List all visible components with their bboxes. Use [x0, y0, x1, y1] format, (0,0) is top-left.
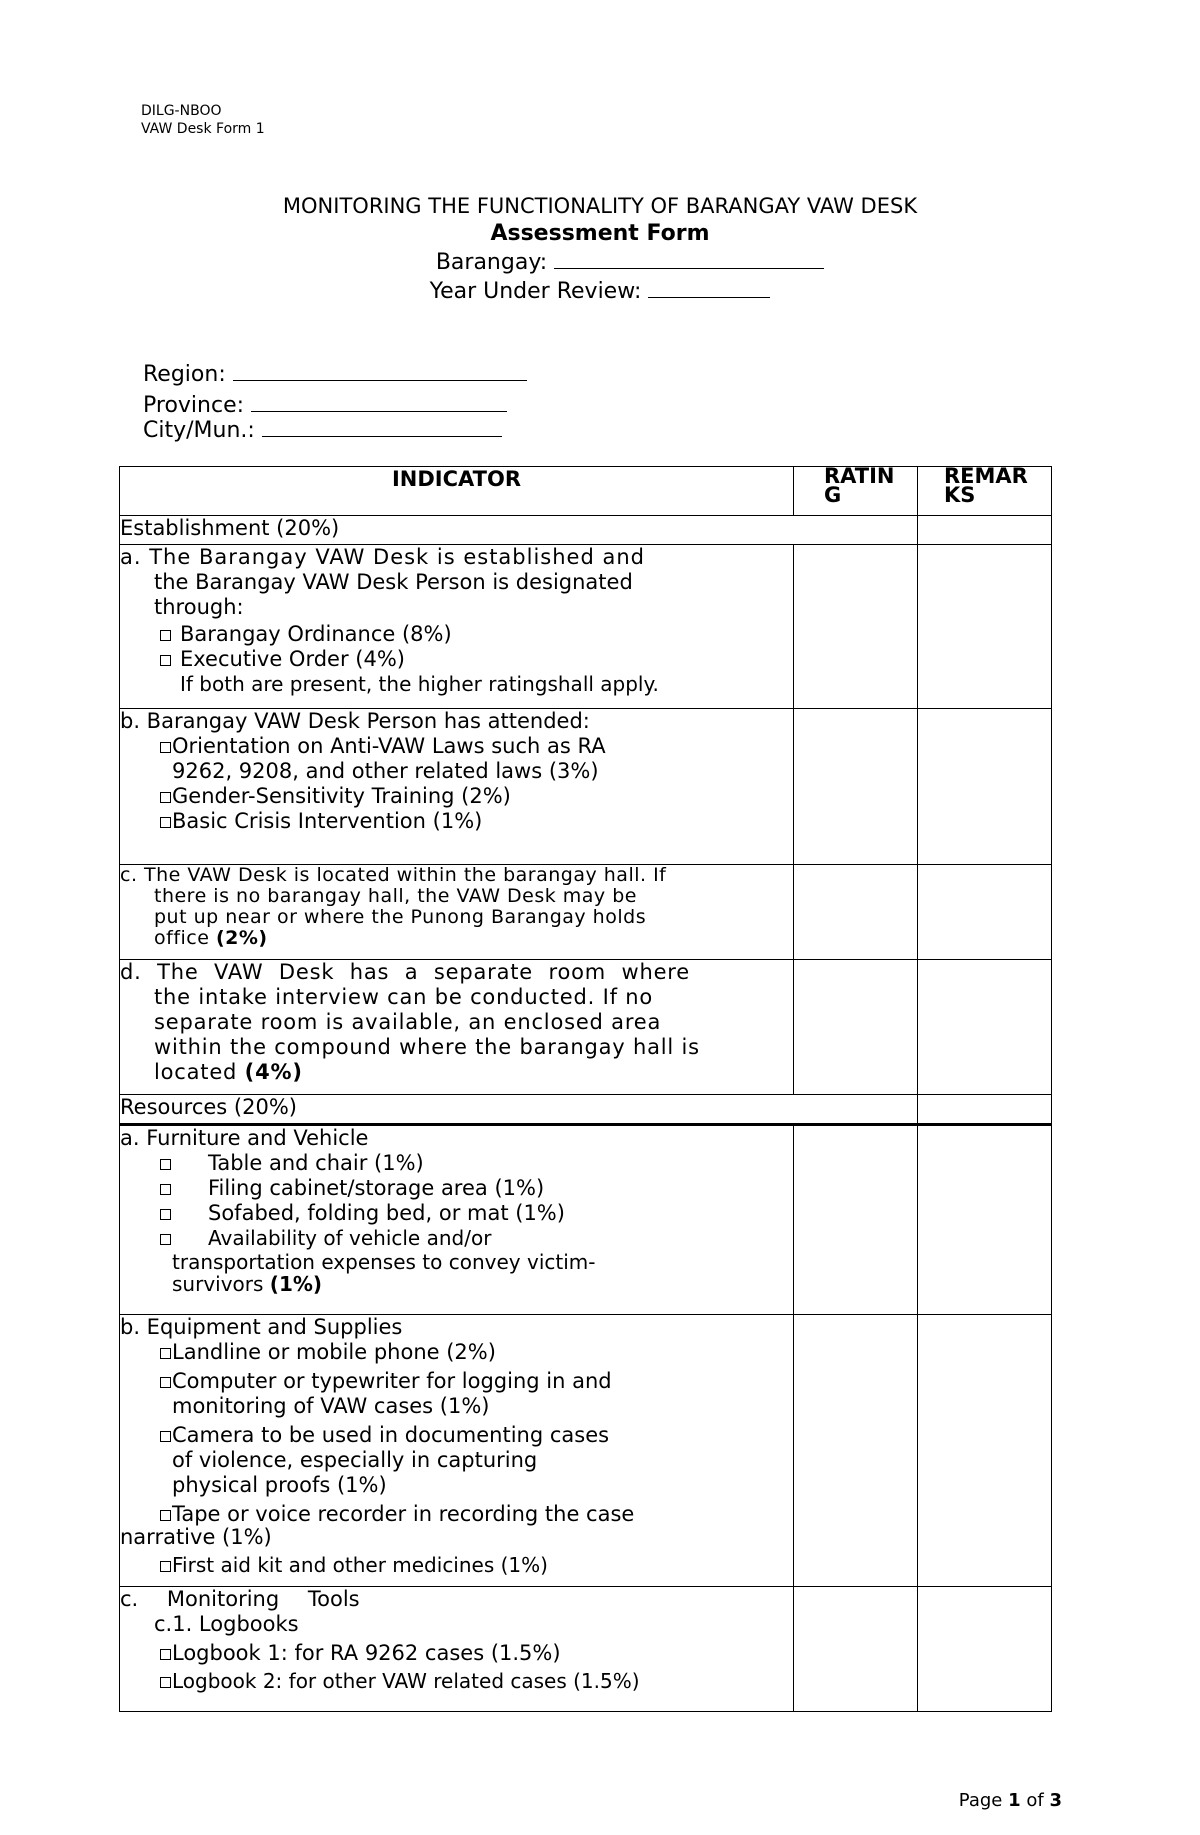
rating-cell[interactable]	[794, 1125, 918, 1315]
page-number	[959, 1790, 1062, 1811]
checkbox-item[interactable]: Gender-Sensitivity Training (2%)	[120, 784, 793, 809]
indicator-text	[120, 1273, 793, 1295]
remarks-cell[interactable]	[918, 1587, 1052, 1712]
indicator-text: the Barangay VAW Desk Person is designated	[154, 570, 633, 594]
indicator-text: physical proofs (1%)	[172, 1473, 387, 1497]
barangay-blank[interactable]	[554, 248, 824, 269]
indicator-text: of violence, especially in capturing	[172, 1448, 538, 1472]
checkbox-item[interactable]: Tape or voice recorder in recording the case	[120, 1502, 793, 1527]
rating-cell[interactable]	[794, 960, 918, 1095]
barangay-field	[0, 248, 1200, 277]
checkbox-item[interactable]: First aid kit and other medicines (1%)	[120, 1553, 793, 1578]
percent-label: (2%)	[215, 927, 268, 949]
indicator-text: b. Barangay VAW Desk Person has attended:	[120, 709, 590, 733]
page-subtitle: Assessment Form	[490, 221, 710, 246]
checkbox-item[interactable]: Computer or typewriter for logging in and	[120, 1369, 793, 1394]
page-title: MONITORING THE FUNCTIONALITY OF BARANGAY VAW DESK	[282, 194, 918, 218]
indicator-cell	[120, 960, 794, 1095]
barangay-label: Barangay:	[435, 250, 548, 275]
indicator-text: the intake interview can be conducted. If no	[154, 985, 654, 1009]
document-header	[141, 102, 265, 138]
rating-cell[interactable]	[794, 1315, 918, 1587]
indicator-cell	[120, 1315, 794, 1587]
city-field	[143, 416, 502, 445]
indicator-text: c.1. Logbooks	[154, 1612, 299, 1636]
rating-cell[interactable]	[794, 545, 918, 709]
resources-section-row	[120, 1095, 1052, 1125]
indicator-text	[120, 1060, 793, 1085]
province-blank[interactable]	[251, 391, 507, 412]
province-label: Province:	[143, 393, 245, 418]
table-row	[120, 1125, 1052, 1315]
city-label: City/Mun.:	[143, 418, 255, 443]
checkbox-item[interactable]: Logbook 1: for RA 9262 cases (1.5%)	[120, 1641, 793, 1666]
region-label: Region:	[143, 362, 226, 387]
current-page: 1	[1008, 1790, 1021, 1811]
indicator-cell	[120, 545, 794, 709]
indicator-text: a. The Barangay VAW Desk is established and	[120, 545, 645, 569]
region-field	[143, 360, 527, 389]
table-row	[120, 865, 1052, 960]
establishment-title: Establishment (20%)	[120, 516, 918, 545]
table-row	[120, 1315, 1052, 1587]
city-blank[interactable]	[262, 416, 502, 437]
table-row	[120, 709, 1052, 865]
indicator-cell	[120, 1587, 794, 1712]
checkbox-item[interactable]: Landline or mobile phone (2%)	[120, 1340, 793, 1365]
indicator-text: c. Monitoring Tools	[120, 1587, 360, 1611]
indicator-text: there is no barangay hall, the VAW Desk may be	[154, 885, 637, 907]
indicator-text: d. The VAW Desk has a separate room where	[120, 960, 690, 984]
indicator-cell	[120, 865, 794, 960]
indicator-text: within the compound where the barangay hall is	[154, 1035, 700, 1059]
indicator-header: INDICATOR	[120, 467, 794, 516]
indicator-text: b. Equipment and Supplies	[120, 1315, 403, 1339]
checkbox-item[interactable]: Sofabed, folding bed, or mat (1%)	[120, 1201, 793, 1226]
checkbox-item[interactable]: Executive Order (4%)	[120, 647, 793, 672]
remarks-cell[interactable]	[918, 516, 1052, 545]
indicator-text: located	[154, 1060, 238, 1084]
checkbox-item[interactable]: Filing cabinet/storage area (1%)	[120, 1176, 793, 1201]
rating-header: RATIN G	[794, 467, 918, 516]
rating-cell[interactable]	[794, 1587, 918, 1712]
year-field	[0, 277, 1200, 306]
table-header-row	[120, 467, 1052, 516]
assessment-table	[119, 466, 1052, 1712]
resources-title: Resources (20%)	[120, 1095, 918, 1125]
establishment-section-row	[120, 516, 1052, 545]
agency-label: DILG-NBOO	[141, 103, 222, 119]
year-label: Year Under Review:	[429, 279, 642, 304]
indicator-cell	[120, 709, 794, 865]
indicator-text: separate room is available, an enclosed area	[154, 1010, 662, 1034]
table-row	[120, 960, 1052, 1095]
table-row	[120, 1587, 1052, 1712]
checkbox-item[interactable]: Basic Crisis Intervention (1%)	[120, 809, 793, 834]
rating-cell[interactable]	[794, 709, 918, 865]
remarks-cell[interactable]	[918, 960, 1052, 1095]
indicator-text: survivors	[172, 1272, 264, 1296]
checkbox-item[interactable]: Orientation on Anti-VAW Laws such as RA	[120, 734, 793, 759]
remarks-cell[interactable]	[918, 545, 1052, 709]
remarks-cell[interactable]	[918, 1315, 1052, 1587]
remarks-cell[interactable]	[918, 865, 1052, 960]
remarks-cell[interactable]	[918, 1125, 1052, 1315]
percent-label: (1%)	[269, 1272, 323, 1296]
rating-cell[interactable]	[794, 865, 918, 960]
indicator-text: monitoring of VAW cases (1%)	[172, 1394, 490, 1418]
indicator-cell	[120, 1125, 794, 1315]
total-pages: 3	[1049, 1790, 1062, 1811]
checkbox-item[interactable]: Camera to be used in documenting cases	[120, 1423, 793, 1448]
form-id-label: VAW Desk Form 1	[141, 121, 265, 137]
remarks-cell[interactable]	[918, 1095, 1052, 1125]
indicator-text	[120, 928, 793, 949]
title-block	[0, 192, 1200, 306]
indicator-text: narrative (1%)	[120, 1525, 272, 1549]
percent-label: (4%)	[244, 1060, 303, 1084]
indicator-text: through:	[154, 595, 244, 619]
table-row	[120, 545, 1052, 709]
remarks-header: REMAR KS	[918, 467, 1052, 516]
region-blank[interactable]	[233, 360, 527, 381]
checkbox-item[interactable]: Table and chair (1%)	[120, 1151, 793, 1176]
checkbox-item[interactable]: Barangay Ordinance (8%)	[120, 622, 793, 647]
checkbox-item[interactable]: Availability of vehicle and/or	[120, 1226, 793, 1251]
of-word: of	[1026, 1790, 1044, 1811]
indicator-text: put up near or where the Punong Barangay holds	[154, 906, 647, 928]
page-word: Page	[958, 1790, 1003, 1811]
indicator-text: transportation expenses to convey victim-	[172, 1250, 596, 1274]
indicator-text: a. Furniture and Vehicle	[120, 1126, 369, 1150]
indicator-text: 9262, 9208, and other related laws (3%)	[172, 759, 599, 783]
year-blank[interactable]	[648, 277, 770, 298]
indicator-text: office	[154, 927, 210, 949]
remarks-cell[interactable]	[918, 709, 1052, 865]
indicator-note: If both are present, the higher ratingshall apply.	[180, 672, 659, 696]
indicator-text: c. The VAW Desk is located within the barangay hall. If	[120, 864, 667, 886]
checkbox-item[interactable]: Logbook 2: for other VAW related cases (1.5%)	[120, 1669, 793, 1694]
